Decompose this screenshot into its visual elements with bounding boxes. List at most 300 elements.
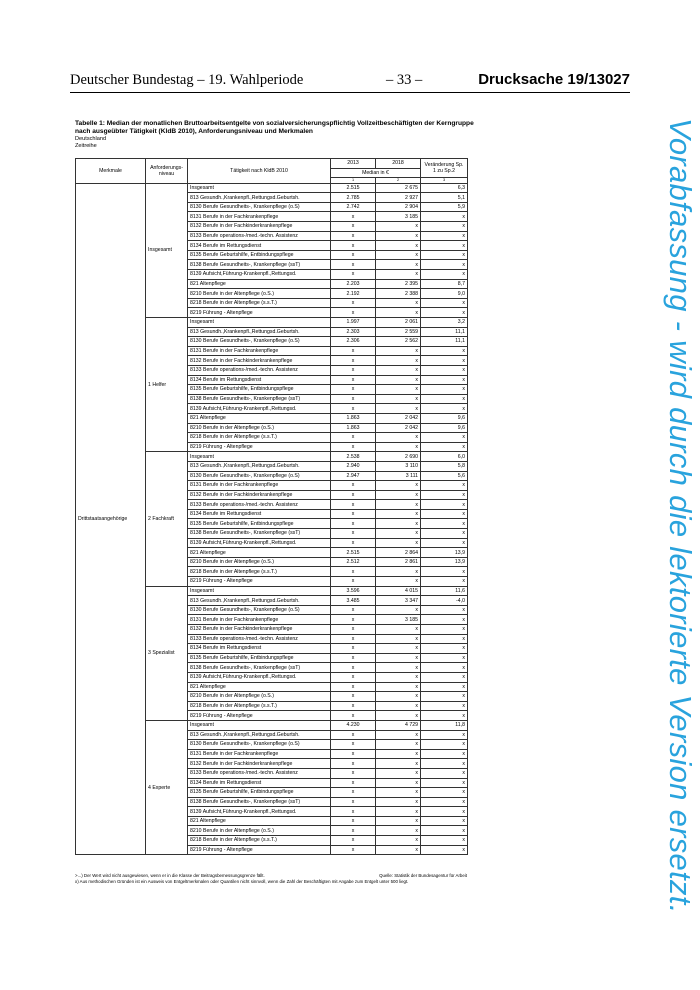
value-2013-cell: 2.785: [331, 193, 376, 203]
activity-cell: 8135 Berufe Geburtshilfe, Entbindungspflege: [188, 653, 331, 663]
value-2013-cell: x: [331, 768, 376, 778]
change-cell: 11,1: [421, 327, 468, 337]
value-2018-cell: x: [376, 605, 421, 615]
change-cell: x: [421, 260, 468, 270]
value-2013-cell: x: [331, 519, 376, 529]
value-2013-cell: x: [331, 394, 376, 404]
value-2013-cell: x: [331, 241, 376, 251]
activity-cell: 8139 Aufsicht,Führung-Krankenpfl.,Rettungsd.: [188, 807, 331, 817]
activity-cell: 821 Altenpflege: [188, 548, 331, 558]
value-2013-cell: x: [331, 730, 376, 740]
value-2018-cell: x: [376, 653, 421, 663]
activity-cell: 8135 Berufe Geburtshilfe, Entbindungspflege: [188, 788, 331, 798]
value-2013-cell: 1.997: [331, 318, 376, 328]
activity-cell: 8219 Führung - Altenpflege: [188, 577, 331, 587]
header-year-2013: 2013: [331, 159, 376, 169]
table-caption: [75, 120, 475, 150]
activity-cell: 8130 Berufe Gesundheits-, Krankenpflege (o.S): [188, 740, 331, 750]
change-cell: x: [421, 759, 468, 769]
value-2018-cell: x: [376, 385, 421, 395]
value-2013-cell: x: [331, 653, 376, 663]
value-2013-cell: x: [331, 826, 376, 836]
change-cell: x: [421, 605, 468, 615]
value-2018-cell: x: [376, 356, 421, 366]
activity-cell: 8130 Berufe Gesundheits-, Krankenpflege (o.S): [188, 471, 331, 481]
header-niveau: Anforderungs-niveau: [146, 159, 188, 184]
change-cell: x: [421, 298, 468, 308]
change-cell: x: [421, 634, 468, 644]
change-cell: 5,6: [421, 471, 468, 481]
value-2013-cell: x: [331, 644, 376, 654]
activity-cell: Insgesamt: [188, 318, 331, 328]
value-2018-cell: x: [376, 778, 421, 788]
activity-cell: 8133 Berufe operations-/med.-techn. Assistenz: [188, 231, 331, 241]
value-2013-cell: 3.485: [331, 596, 376, 606]
change-cell: x: [421, 826, 468, 836]
change-cell: x: [421, 672, 468, 682]
value-2018-cell: 2 388: [376, 289, 421, 299]
change-cell: x: [421, 701, 468, 711]
activity-cell: 8133 Berufe operations-/med.-techn. Assistenz: [188, 500, 331, 510]
value-2018-cell: x: [376, 682, 421, 692]
activity-cell: Insgesamt: [188, 586, 331, 596]
value-2018-cell: x: [376, 250, 421, 260]
value-2018-cell: x: [376, 701, 421, 711]
activity-cell: 8139 Aufsicht,Führung-Krankenpfl.,Rettungsd.: [188, 672, 331, 682]
value-2018-cell: 3 185: [376, 212, 421, 222]
value-2018-cell: x: [376, 490, 421, 500]
change-cell: x: [421, 845, 468, 855]
value-2018-cell: 2 562: [376, 337, 421, 347]
table-row: [76, 183, 468, 193]
change-cell: x: [421, 797, 468, 807]
value-2018-cell: x: [376, 759, 421, 769]
value-2018-cell: x: [376, 222, 421, 232]
activity-cell: 8134 Berufe im Rettungsdienst: [188, 375, 331, 385]
value-2013-cell: 2.742: [331, 202, 376, 212]
draft-watermark: Vorabfassung - wird durch die lektorierte Version ersetzt.: [663, 118, 698, 914]
publication-name: Deutscher Bundestag – 19. Wahlperiode: [70, 72, 304, 88]
change-cell: x: [421, 577, 468, 587]
value-2013-cell: x: [331, 615, 376, 625]
change-cell: x: [421, 222, 468, 232]
value-2018-cell: x: [376, 231, 421, 241]
header-row: [76, 159, 468, 169]
activity-cell: 8133 Berufe operations-/med.-techn. Assistenz: [188, 634, 331, 644]
change-cell: x: [421, 442, 468, 452]
column-number: 3: [421, 178, 468, 184]
change-cell: x: [421, 385, 468, 395]
value-2013-cell: x: [331, 836, 376, 846]
activity-cell: 8218 Berufe in der Altenpflege (s.s.T.): [188, 567, 331, 577]
activity-cell: 8131 Berufe in der Fachkrankenpflege: [188, 481, 331, 491]
header-rule: [70, 92, 630, 93]
value-2018-cell: x: [376, 740, 421, 750]
change-cell: 5,1: [421, 193, 468, 203]
activity-cell: 8132 Berufe in der Fachkinderkrankenpflege: [188, 490, 331, 500]
value-2013-cell: x: [331, 385, 376, 395]
value-2013-cell: x: [331, 529, 376, 539]
value-2018-cell: 3 110: [376, 461, 421, 471]
change-cell: 11,6: [421, 586, 468, 596]
change-cell: 8,7: [421, 279, 468, 289]
activity-cell: 8210 Berufe in der Altenpflege (o.S.): [188, 557, 331, 567]
activity-cell: 8210 Berufe in der Altenpflege (o.S.): [188, 692, 331, 702]
change-cell: x: [421, 346, 468, 356]
value-2018-cell: 4 729: [376, 720, 421, 730]
activity-cell: 8218 Berufe in der Altenpflege (s.s.T.): [188, 298, 331, 308]
change-cell: x: [421, 615, 468, 625]
value-2018-cell: x: [376, 663, 421, 673]
document-number: [478, 71, 630, 88]
value-2018-cell: x: [376, 365, 421, 375]
activity-cell: 8219 Führung - Altenpflege: [188, 308, 331, 318]
change-cell: x: [421, 538, 468, 548]
value-2018-cell: x: [376, 241, 421, 251]
activity-cell: 8134 Berufe im Rettungsdienst: [188, 241, 331, 251]
value-2013-cell: x: [331, 509, 376, 519]
value-2013-cell: 2.515: [331, 548, 376, 558]
value-2013-cell: x: [331, 816, 376, 826]
activity-cell: 813 Gesundh.,Krankenpfl.,Rettungsd.Geburtsh.: [188, 596, 331, 606]
activity-cell: 8210 Berufe in der Altenpflege (o.S.): [188, 826, 331, 836]
value-2013-cell: x: [331, 845, 376, 855]
value-2013-cell: 1.863: [331, 413, 376, 423]
value-2013-cell: x: [331, 270, 376, 280]
value-2013-cell: 2.515: [331, 183, 376, 193]
value-2013-cell: 3.596: [331, 586, 376, 596]
value-2013-cell: x: [331, 481, 376, 491]
column-number: 2: [376, 178, 421, 184]
value-2018-cell: 2 042: [376, 423, 421, 433]
activity-cell: 813 Gesundh.,Krankenpfl.,Rettungsd.Geburtsh.: [188, 461, 331, 471]
value-2018-cell: 3 185: [376, 615, 421, 625]
value-2018-cell: x: [376, 644, 421, 654]
change-cell: x: [421, 663, 468, 673]
level-cell: 2 Fachkraft: [146, 452, 188, 586]
value-2013-cell: x: [331, 788, 376, 798]
change-cell: x: [421, 625, 468, 635]
change-cell: x: [421, 768, 468, 778]
value-2013-cell: x: [331, 749, 376, 759]
change-cell: 11,1: [421, 337, 468, 347]
change-cell: x: [421, 231, 468, 241]
value-2018-cell: x: [376, 836, 421, 846]
value-2013-cell: x: [331, 759, 376, 769]
value-2013-cell: x: [331, 634, 376, 644]
activity-cell: 8219 Führung - Altenpflege: [188, 711, 331, 721]
header-taetigkeit: Tätigkeit nach KldB 2010: [188, 159, 331, 184]
change-cell: x: [421, 644, 468, 654]
document-number-prefix: Drucksache 19/: [478, 71, 589, 88]
value-2013-cell: x: [331, 682, 376, 692]
value-2013-cell: 2.512: [331, 557, 376, 567]
change-cell: x: [421, 481, 468, 491]
activity-cell: 8134 Berufe im Rettungsdienst: [188, 509, 331, 519]
activity-cell: 8134 Berufe im Rettungsdienst: [188, 778, 331, 788]
activity-cell: 8135 Berufe Geburtshilfe, Entbindungspflege: [188, 250, 331, 260]
change-cell: x: [421, 529, 468, 539]
value-2013-cell: 2.538: [331, 452, 376, 462]
value-2018-cell: x: [376, 538, 421, 548]
value-2018-cell: 2 904: [376, 202, 421, 212]
change-cell: x: [421, 836, 468, 846]
activity-cell: 8218 Berufe in der Altenpflege (s.s.T.): [188, 433, 331, 443]
change-cell: x: [421, 212, 468, 222]
value-2018-cell: 2 690: [376, 452, 421, 462]
value-2013-cell: x: [331, 807, 376, 817]
value-2018-cell: x: [376, 797, 421, 807]
change-cell: 6,0: [421, 452, 468, 462]
value-2013-cell: x: [331, 701, 376, 711]
change-cell: x: [421, 500, 468, 510]
value-2013-cell: 2.303: [331, 327, 376, 337]
value-2018-cell: 2 861: [376, 557, 421, 567]
change-cell: x: [421, 653, 468, 663]
footnote-2: x) Aus methodischen Gründen ist ein Ausweis von Entgeltmerkmalen oder Quantilen nicht sinnvoll, wenn die Zahl der Beschäftigten mit Angabe zum Entgelt unter 500 liegt.: [75, 879, 409, 884]
activity-cell: 8132 Berufe in der Fachkinderkrankenpflege: [188, 222, 331, 232]
column-number: 1: [331, 178, 376, 184]
value-2018-cell: 4 015: [376, 586, 421, 596]
value-2018-cell: 2 675: [376, 183, 421, 193]
value-2013-cell: x: [331, 365, 376, 375]
value-2013-cell: 2.203: [331, 279, 376, 289]
value-2013-cell: 1.863: [331, 423, 376, 433]
activity-cell: 8139 Aufsicht,Führung-Krankenpfl.,Rettungsd.: [188, 404, 331, 414]
header-merkmale: Merkmale: [76, 159, 146, 184]
value-2018-cell: x: [376, 788, 421, 798]
value-2018-cell: x: [376, 500, 421, 510]
value-2018-cell: 2 559: [376, 327, 421, 337]
value-2018-cell: x: [376, 692, 421, 702]
value-2018-cell: x: [376, 768, 421, 778]
value-2018-cell: x: [376, 845, 421, 855]
activity-cell: 8132 Berufe in der Fachkinderkrankenpflege: [188, 356, 331, 366]
change-cell: x: [421, 749, 468, 759]
value-2018-cell: x: [376, 826, 421, 836]
header-median: Median in €: [331, 168, 421, 178]
activity-cell: 8218 Berufe in der Altenpflege (s.s.T.): [188, 836, 331, 846]
activity-cell: 8131 Berufe in der Fachkrankenpflege: [188, 212, 331, 222]
table-region: Deutschland: [75, 136, 107, 142]
value-2018-cell: 2 864: [376, 548, 421, 558]
change-cell: x: [421, 375, 468, 385]
value-2018-cell: x: [376, 634, 421, 644]
value-2018-cell: 3 111: [376, 471, 421, 481]
value-2013-cell: x: [331, 740, 376, 750]
value-2018-cell: x: [376, 577, 421, 587]
value-2018-cell: x: [376, 481, 421, 491]
value-2018-cell: 2 927: [376, 193, 421, 203]
header-year-2018: 2018: [376, 159, 421, 169]
activity-cell: 821 Altenpflege: [188, 682, 331, 692]
activity-cell: 8133 Berufe operations-/med.-techn. Assistenz: [188, 365, 331, 375]
page-header: [70, 72, 630, 92]
activity-cell: 8131 Berufe in der Fachkrankenpflege: [188, 615, 331, 625]
value-2018-cell: 2 061: [376, 318, 421, 328]
value-2013-cell: x: [331, 308, 376, 318]
value-2013-cell: x: [331, 260, 376, 270]
change-cell: x: [421, 509, 468, 519]
value-2013-cell: x: [331, 500, 376, 510]
value-2018-cell: x: [376, 270, 421, 280]
change-cell: 9,6: [421, 423, 468, 433]
value-2013-cell: x: [331, 663, 376, 673]
change-cell: x: [421, 365, 468, 375]
activity-cell: 8139 Aufsicht,Führung-Krankenpfl.,Rettungsd.: [188, 538, 331, 548]
change-cell: x: [421, 788, 468, 798]
value-2018-cell: x: [376, 433, 421, 443]
activity-cell: 8134 Berufe im Rettungsdienst: [188, 644, 331, 654]
change-cell: 3,2: [421, 318, 468, 328]
change-cell: x: [421, 356, 468, 366]
value-2013-cell: x: [331, 577, 376, 587]
activity-cell: 8135 Berufe Geburtshilfe, Entbindungspflege: [188, 519, 331, 529]
activity-cell: 8138 Berufe Gesundheits-, Krankenpflege (ssT): [188, 529, 331, 539]
document-number-value: 13027: [588, 71, 630, 88]
value-2018-cell: x: [376, 509, 421, 519]
value-2018-cell: 2 042: [376, 413, 421, 423]
table-title: Tabelle 1: Median der monatlichen Bruttoarbeitsentgelte von sozialversicherungspflichtig Vollzeitbeschäftigten der Kerngruppe nach ausgeübter Tätigkeit (KldB 2010), Anforderungsniveau und Merkmalen: [75, 120, 474, 135]
activity-cell: 8218 Berufe in der Altenpflege (s.s.T.): [188, 701, 331, 711]
activity-cell: 8135 Berufe Geburtshilfe, Entbindungspflege: [188, 385, 331, 395]
header-change: Veränderung Sp. 1 zu Sp.2: [421, 159, 468, 178]
value-2013-cell: x: [331, 605, 376, 615]
activity-cell: 8219 Führung - Altenpflege: [188, 845, 331, 855]
value-2013-cell: x: [331, 346, 376, 356]
value-2013-cell: x: [331, 797, 376, 807]
value-2013-cell: x: [331, 356, 376, 366]
value-2013-cell: x: [331, 567, 376, 577]
activity-cell: 8138 Berufe Gesundheits-, Krankenpflege (ssT): [188, 797, 331, 807]
value-2013-cell: x: [331, 672, 376, 682]
value-2013-cell: x: [331, 375, 376, 385]
value-2013-cell: 2.947: [331, 471, 376, 481]
change-cell: 5,9: [421, 202, 468, 212]
value-2018-cell: x: [376, 375, 421, 385]
activity-cell: 8130 Berufe Gesundheits-, Krankenpflege (o.S): [188, 337, 331, 347]
activity-cell: 8138 Berufe Gesundheits-, Krankenpflege (ssT): [188, 663, 331, 673]
change-cell: 5,8: [421, 461, 468, 471]
value-2018-cell: x: [376, 672, 421, 682]
footnote-1: >...) Der Wert wird nicht ausgewiesen, wenn er in die Klasse der Beitragsbemessungsgrenze fällt.: [75, 873, 265, 878]
change-cell: x: [421, 404, 468, 414]
change-cell: x: [421, 682, 468, 692]
value-2018-cell: x: [376, 394, 421, 404]
activity-cell: 8132 Berufe in der Fachkinderkrankenpflege: [188, 759, 331, 769]
change-cell: x: [421, 250, 468, 260]
value-2013-cell: x: [331, 433, 376, 443]
change-cell: x: [421, 241, 468, 251]
value-2013-cell: x: [331, 298, 376, 308]
value-2013-cell: x: [331, 711, 376, 721]
activity-cell: 8130 Berufe Gesundheits-, Krankenpflege (o.S): [188, 202, 331, 212]
value-2013-cell: x: [331, 778, 376, 788]
value-2018-cell: x: [376, 346, 421, 356]
activity-cell: Insgesamt: [188, 720, 331, 730]
value-2018-cell: 2 395: [376, 279, 421, 289]
activity-cell: 821 Altenpflege: [188, 279, 331, 289]
change-cell: x: [421, 730, 468, 740]
level-cell: 4 Experte: [146, 720, 188, 854]
merkmal-cell: Drittstaatsangehörige: [76, 183, 146, 855]
value-2018-cell: x: [376, 816, 421, 826]
source-note: Quelle: Statistik der Bundesagentur für Arbeit: [379, 873, 467, 878]
change-cell: x: [421, 270, 468, 280]
change-cell: 6,3: [421, 183, 468, 193]
value-2018-cell: x: [376, 711, 421, 721]
activity-cell: 8131 Berufe in der Fachkrankenpflege: [188, 749, 331, 759]
value-2018-cell: x: [376, 567, 421, 577]
value-2018-cell: x: [376, 404, 421, 414]
level-cell: Insgesamt: [146, 183, 188, 317]
value-2018-cell: x: [376, 519, 421, 529]
value-2013-cell: x: [331, 250, 376, 260]
value-2018-cell: x: [376, 625, 421, 635]
change-cell: x: [421, 807, 468, 817]
activity-cell: 813 Gesundh.,Krankenpfl.,Rettungsd.Geburtsh.: [188, 730, 331, 740]
change-cell: x: [421, 567, 468, 577]
activity-cell: Insgesamt: [188, 452, 331, 462]
table-series: Zeitreihe: [75, 143, 97, 149]
activity-cell: 8138 Berufe Gesundheits-, Krankenpflege (ssT): [188, 394, 331, 404]
change-cell: x: [421, 816, 468, 826]
value-2013-cell: x: [331, 490, 376, 500]
value-2013-cell: x: [331, 442, 376, 452]
activity-cell: 8138 Berufe Gesundheits-, Krankenpflege (ssT): [188, 260, 331, 270]
value-2018-cell: x: [376, 442, 421, 452]
activity-cell: 8210 Berufe in der Altenpflege (o.S.): [188, 423, 331, 433]
change-cell: x: [421, 394, 468, 404]
change-cell: x: [421, 711, 468, 721]
level-cell: 1 Helfer: [146, 318, 188, 452]
value-2018-cell: x: [376, 308, 421, 318]
change-cell: -4,0: [421, 596, 468, 606]
footnotes: [75, 873, 467, 885]
change-cell: x: [421, 433, 468, 443]
activity-cell: 8130 Berufe Gesundheits-, Krankenpflege (o.S): [188, 605, 331, 615]
page-number: – 33 –: [386, 72, 423, 88]
change-cell: 13,9: [421, 557, 468, 567]
value-2013-cell: x: [331, 625, 376, 635]
activity-cell: 8219 Führung - Altenpflege: [188, 442, 331, 452]
activity-cell: 8210 Berufe in der Altenpflege (o.S.): [188, 289, 331, 299]
value-2013-cell: 2.306: [331, 337, 376, 347]
value-2013-cell: 2.940: [331, 461, 376, 471]
activity-cell: 821 Altenpflege: [188, 413, 331, 423]
value-2013-cell: x: [331, 212, 376, 222]
activity-cell: 8139 Aufsicht,Führung-Krankenpfl.,Rettungsd.: [188, 270, 331, 280]
change-cell: x: [421, 740, 468, 750]
value-2013-cell: x: [331, 222, 376, 232]
activity-cell: 8133 Berufe operations-/med.-techn. Assistenz: [188, 768, 331, 778]
change-cell: 13,9: [421, 548, 468, 558]
value-2013-cell: x: [331, 692, 376, 702]
data-table: [75, 158, 468, 855]
value-2018-cell: x: [376, 298, 421, 308]
value-2018-cell: 3 347: [376, 596, 421, 606]
value-2018-cell: x: [376, 807, 421, 817]
activity-cell: 821 Altenpflege: [188, 816, 331, 826]
change-cell: 9,6: [421, 413, 468, 423]
activity-cell: 8132 Berufe in der Fachkinderkrankenpflege: [188, 625, 331, 635]
activity-cell: 813 Gesundh.,Krankenpfl.,Rettungsd.Geburtsh.: [188, 327, 331, 337]
change-cell: x: [421, 308, 468, 318]
value-2013-cell: 2.192: [331, 289, 376, 299]
level-cell: 3 Spezialist: [146, 586, 188, 720]
change-cell: 11,8: [421, 720, 468, 730]
value-2013-cell: x: [331, 404, 376, 414]
